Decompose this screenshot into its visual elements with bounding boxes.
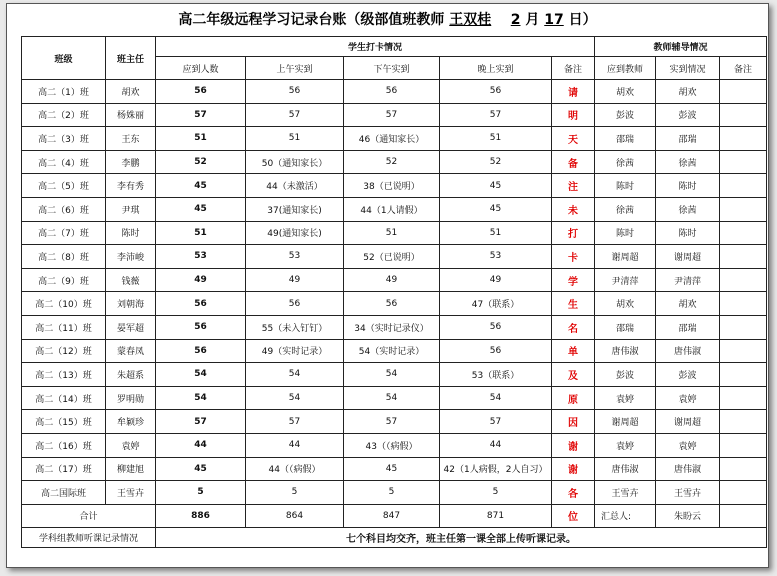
cell-morning: 54 [246, 363, 344, 387]
cell-morning: 57 [246, 410, 344, 434]
table-body [22, 80, 767, 505]
table-row [22, 433, 767, 457]
total-afternoon: 847 [344, 504, 440, 527]
student-checkin-group-header: 学生打卡情况 [156, 37, 595, 57]
cell-teacher-remark [720, 221, 767, 245]
cell-should-teacher: 彭波 [595, 103, 656, 127]
remark-char: 学 [552, 268, 595, 292]
cell-homeroom: 尹琪 [106, 197, 156, 221]
cell-expected: 51 [156, 221, 246, 245]
cell-homeroom: 王东 [106, 127, 156, 151]
cell-class: 高二（14）班 [22, 386, 106, 410]
col-afternoon-header: 下午实到 [344, 57, 440, 80]
cell-morning: 54 [246, 386, 344, 410]
table-row [22, 481, 767, 505]
cell-actual-teacher: 胡欢 [656, 292, 720, 316]
cell-teacher-remark [720, 197, 767, 221]
cell-afternoon: 5 [344, 481, 440, 505]
cell-morning: 49（实时记录） [246, 339, 344, 363]
cell-expected: 57 [156, 410, 246, 434]
attendance-table [21, 36, 767, 548]
total-evening: 871 [440, 504, 552, 527]
cell-actual-teacher: 袁婷 [656, 433, 720, 457]
remark-char: 原 [552, 386, 595, 410]
cell-actual-teacher: 谢周超 [656, 410, 720, 434]
cell-should-teacher: 陈时 [595, 174, 656, 198]
cell-homeroom: 柳建旭 [106, 457, 156, 481]
table-row [22, 410, 767, 434]
cell-evening: 51 [440, 127, 552, 151]
cell-class: 高二（5）班 [22, 174, 106, 198]
title-month-unit: 月 [525, 12, 540, 28]
cell-evening: 54 [440, 386, 552, 410]
cell-morning: 55（未入钉钉） [246, 315, 344, 339]
cell-teacher-remark [720, 433, 767, 457]
footer-row [22, 527, 767, 547]
cell-expected: 45 [156, 197, 246, 221]
remark-char: 谢 [552, 433, 595, 457]
cell-class: 高二（17）班 [22, 457, 106, 481]
cell-afternoon: 46（通知家长） [344, 127, 440, 151]
cell-morning: 57 [246, 103, 344, 127]
cell-afternoon: 45 [344, 457, 440, 481]
cell-afternoon: 57 [344, 103, 440, 127]
remark-char: 请 [552, 80, 595, 104]
cell-class: 高二（2）班 [22, 103, 106, 127]
cell-should-teacher: 谢周超 [595, 245, 656, 269]
cell-morning: 50（通知家长） [246, 150, 344, 174]
cell-homeroom: 袁婷 [106, 433, 156, 457]
ledger-sheet [6, 3, 769, 568]
cell-morning: 53 [246, 245, 344, 269]
cell-morning: 49 [246, 268, 344, 292]
remark-char: 名 [552, 315, 595, 339]
cell-evening: 5 [440, 481, 552, 505]
cell-class: 高二（15）班 [22, 410, 106, 434]
cell-homeroom: 李有秀 [106, 174, 156, 198]
cell-evening: 53（联系） [440, 363, 552, 387]
cell-actual-teacher: 彭波 [656, 363, 720, 387]
cell-afternoon: 51 [344, 221, 440, 245]
cell-expected: 52 [156, 150, 246, 174]
cell-homeroom: 杨姝丽 [106, 103, 156, 127]
remark-char: 单 [552, 339, 595, 363]
cell-should-teacher: 徐茜 [595, 197, 656, 221]
remark-char: 明 [552, 103, 595, 127]
cell-evening: 53 [440, 245, 552, 269]
cell-actual-teacher: 彭波 [656, 103, 720, 127]
remark-char: 未 [552, 197, 595, 221]
cell-actual-teacher: 胡欢 [656, 80, 720, 104]
cell-teacher-remark [720, 127, 767, 151]
cell-morning: 56 [246, 292, 344, 316]
cell-evening: 51 [440, 221, 552, 245]
cell-expected: 56 [156, 80, 246, 104]
cell-teacher-remark [720, 80, 767, 104]
cell-teacher-remark [720, 292, 767, 316]
table-row [22, 315, 767, 339]
remark-char: 卡 [552, 245, 595, 269]
cell-expected: 56 [156, 339, 246, 363]
col-expected-header: 应到人数 [156, 57, 246, 80]
cell-morning: 44（（病假） [246, 457, 344, 481]
table-row [22, 197, 767, 221]
cell-actual-teacher: 邵瑞 [656, 315, 720, 339]
cell-homeroom: 晏军超 [106, 315, 156, 339]
cell-teacher-remark [720, 268, 767, 292]
remark-char: 因 [552, 410, 595, 434]
col-morning-header: 上午实到 [246, 57, 344, 80]
title-month: 2 [510, 12, 521, 28]
cell-class: 高二（12）班 [22, 339, 106, 363]
cell-class: 高二（13）班 [22, 363, 106, 387]
teacher-tutoring-group-header: 教师辅导情况 [595, 37, 767, 57]
cell-class: 高二（6）班 [22, 197, 106, 221]
cell-expected: 57 [156, 103, 246, 127]
cell-afternoon: 57 [344, 410, 440, 434]
cell-expected: 49 [156, 268, 246, 292]
cell-class: 高二（11）班 [22, 315, 106, 339]
cell-homeroom: 李沛峻 [106, 245, 156, 269]
cell-class: 高二（16）班 [22, 433, 106, 457]
cell-homeroom: 胡欢 [106, 80, 156, 104]
cell-expected: 45 [156, 174, 246, 198]
cell-afternoon: 34（实时记录仪） [344, 315, 440, 339]
remark-char: 注 [552, 174, 595, 198]
cell-should-teacher: 彭波 [595, 363, 656, 387]
cell-actual-teacher: 唐伟淑 [656, 457, 720, 481]
table-row [22, 363, 767, 387]
cell-homeroom: 罗明勋 [106, 386, 156, 410]
cell-actual-teacher: 陈时 [656, 221, 720, 245]
cell-actual-teacher: 尹清萍 [656, 268, 720, 292]
cell-expected: 53 [156, 245, 246, 269]
cell-teacher-remark [720, 174, 767, 198]
footer-label: 学科组教师听课记录情况 [22, 527, 156, 547]
col-actual-status-header: 实到情况 [656, 57, 720, 80]
table-row [22, 80, 767, 104]
cell-teacher-remark [720, 386, 767, 410]
cell-teacher-remark [720, 103, 767, 127]
cell-morning: 5 [246, 481, 344, 505]
cell-homeroom: 蒙春凤 [106, 339, 156, 363]
cell-evening: 47（联系） [440, 292, 552, 316]
table-row [22, 221, 767, 245]
cell-class: 高二（4）班 [22, 150, 106, 174]
title-main: 高二年级远程学习记录台账（级部值班教师 [178, 12, 445, 28]
cell-evening: 56 [440, 80, 552, 104]
remark-char: 位 [552, 504, 595, 527]
cell-afternoon: 52 [344, 150, 440, 174]
title-day: 17 [544, 12, 564, 28]
remark-char: 谢 [552, 457, 595, 481]
col-homeroom-header: 班主任 [106, 37, 156, 80]
cell-should-teacher: 胡欢 [595, 292, 656, 316]
remark-char: 生 [552, 292, 595, 316]
cell-expected: 54 [156, 386, 246, 410]
col-should-teacher-header: 应到教师 [595, 57, 656, 80]
table-row [22, 457, 767, 481]
cell-evening: 42（1人病假，2人自习） [440, 457, 552, 481]
cell-should-teacher: 王雪卉 [595, 481, 656, 505]
cell-afternoon: 44（1人请假） [344, 197, 440, 221]
remark-char: 备 [552, 150, 595, 174]
remark-char: 天 [552, 127, 595, 151]
table-row [22, 386, 767, 410]
cell-actual-teacher: 邵瑞 [656, 127, 720, 151]
cell-actual-teacher: 陈时 [656, 174, 720, 198]
cell-evening: 57 [440, 103, 552, 127]
summary-remark [720, 504, 767, 527]
cell-evening: 52 [440, 150, 552, 174]
cell-teacher-remark [720, 245, 767, 269]
cell-afternoon: 43（（病假） [344, 433, 440, 457]
cell-afternoon: 56 [344, 80, 440, 104]
cell-evening: 57 [440, 410, 552, 434]
footer-notice: 七个科目均交齐，班主任第一课全部上传听课记录。 [156, 527, 767, 547]
cell-expected: 44 [156, 433, 246, 457]
cell-should-teacher: 谢周超 [595, 410, 656, 434]
cell-morning: 49(通知家长) [246, 221, 344, 245]
table-row [22, 103, 767, 127]
cell-afternoon: 49 [344, 268, 440, 292]
cell-actual-teacher: 袁婷 [656, 386, 720, 410]
duty-teacher-name: 王双桂 [449, 12, 492, 28]
table-row [22, 339, 767, 363]
cell-expected: 56 [156, 315, 246, 339]
table-row [22, 127, 767, 151]
cell-expected: 56 [156, 292, 246, 316]
cell-actual-teacher: 王雪卉 [656, 481, 720, 505]
cell-should-teacher: 邵瑞 [595, 127, 656, 151]
cell-afternoon: 52（已说明） [344, 245, 440, 269]
cell-should-teacher: 徐茜 [595, 150, 656, 174]
cell-afternoon: 56 [344, 292, 440, 316]
cell-afternoon: 54（实时记录） [344, 339, 440, 363]
cell-teacher-remark [720, 339, 767, 363]
cell-teacher-remark [720, 315, 767, 339]
cell-homeroom: 牟颖珍 [106, 410, 156, 434]
cell-evening: 49 [440, 268, 552, 292]
cell-teacher-remark [720, 150, 767, 174]
cell-homeroom: 钱薇 [106, 268, 156, 292]
cell-expected: 51 [156, 127, 246, 151]
cell-class: 高二（7）班 [22, 221, 106, 245]
cell-should-teacher: 尹清萍 [595, 268, 656, 292]
cell-evening: 44 [440, 433, 552, 457]
cell-should-teacher: 邵瑞 [595, 315, 656, 339]
cell-class: 高二（10）班 [22, 292, 106, 316]
cell-should-teacher: 袁婷 [595, 386, 656, 410]
cell-evening: 56 [440, 339, 552, 363]
cell-actual-teacher: 徐茜 [656, 150, 720, 174]
cell-actual-teacher: 唐伟淑 [656, 339, 720, 363]
summary-label: 汇总人: [595, 504, 656, 527]
cell-afternoon: 54 [344, 386, 440, 410]
cell-teacher-remark [720, 457, 767, 481]
cell-actual-teacher: 谢周超 [656, 245, 720, 269]
summary-name: 朱盼云 [656, 504, 720, 527]
total-row [22, 504, 767, 527]
col-class-header: 班级 [22, 37, 106, 80]
remark-char: 及 [552, 363, 595, 387]
cell-should-teacher: 陈时 [595, 221, 656, 245]
remark-char: 各 [552, 481, 595, 505]
cell-expected: 54 [156, 363, 246, 387]
header-row-1 [22, 37, 767, 57]
table-row [22, 292, 767, 316]
cell-morning: 44 [246, 433, 344, 457]
cell-should-teacher: 唐伟淑 [595, 339, 656, 363]
cell-morning: 37(通知家长) [246, 197, 344, 221]
cell-evening: 45 [440, 174, 552, 198]
cell-evening: 56 [440, 315, 552, 339]
table-row [22, 174, 767, 198]
cell-should-teacher: 唐伟淑 [595, 457, 656, 481]
cell-should-teacher: 袁婷 [595, 433, 656, 457]
cell-evening: 45 [440, 197, 552, 221]
total-morning: 864 [246, 504, 344, 527]
cell-expected: 45 [156, 457, 246, 481]
cell-homeroom: 王雪卉 [106, 481, 156, 505]
cell-class: 高二（9）班 [22, 268, 106, 292]
cell-morning: 51 [246, 127, 344, 151]
col-evening-header: 晚上实到 [440, 57, 552, 80]
title-tail: 日） [568, 12, 597, 28]
page-title [7, 6, 768, 34]
cell-homeroom: 李鹏 [106, 150, 156, 174]
cell-teacher-remark [720, 481, 767, 505]
cell-should-teacher: 胡欢 [595, 80, 656, 104]
cell-class: 高二（3）班 [22, 127, 106, 151]
cell-homeroom: 陈时 [106, 221, 156, 245]
cell-morning: 56 [246, 80, 344, 104]
col-remark-header: 备注 [552, 57, 595, 80]
total-expected: 886 [156, 504, 246, 527]
col-remark2-header: 备注 [720, 57, 767, 80]
cell-teacher-remark [720, 363, 767, 387]
remark-char: 打 [552, 221, 595, 245]
table-row [22, 268, 767, 292]
cell-expected: 5 [156, 481, 246, 505]
cell-homeroom: 朱超系 [106, 363, 156, 387]
cell-class: 高二（1）班 [22, 80, 106, 104]
cell-actual-teacher: 徐茜 [656, 197, 720, 221]
cell-afternoon: 38（已说明） [344, 174, 440, 198]
table-row [22, 245, 767, 269]
total-label: 合计 [22, 504, 156, 527]
cell-afternoon: 54 [344, 363, 440, 387]
cell-morning: 44（未激活） [246, 174, 344, 198]
cell-class: 高二（8）班 [22, 245, 106, 269]
cell-class: 高二国际班 [22, 481, 106, 505]
cell-homeroom: 刘朝海 [106, 292, 156, 316]
table-row [22, 150, 767, 174]
cell-teacher-remark [720, 410, 767, 434]
